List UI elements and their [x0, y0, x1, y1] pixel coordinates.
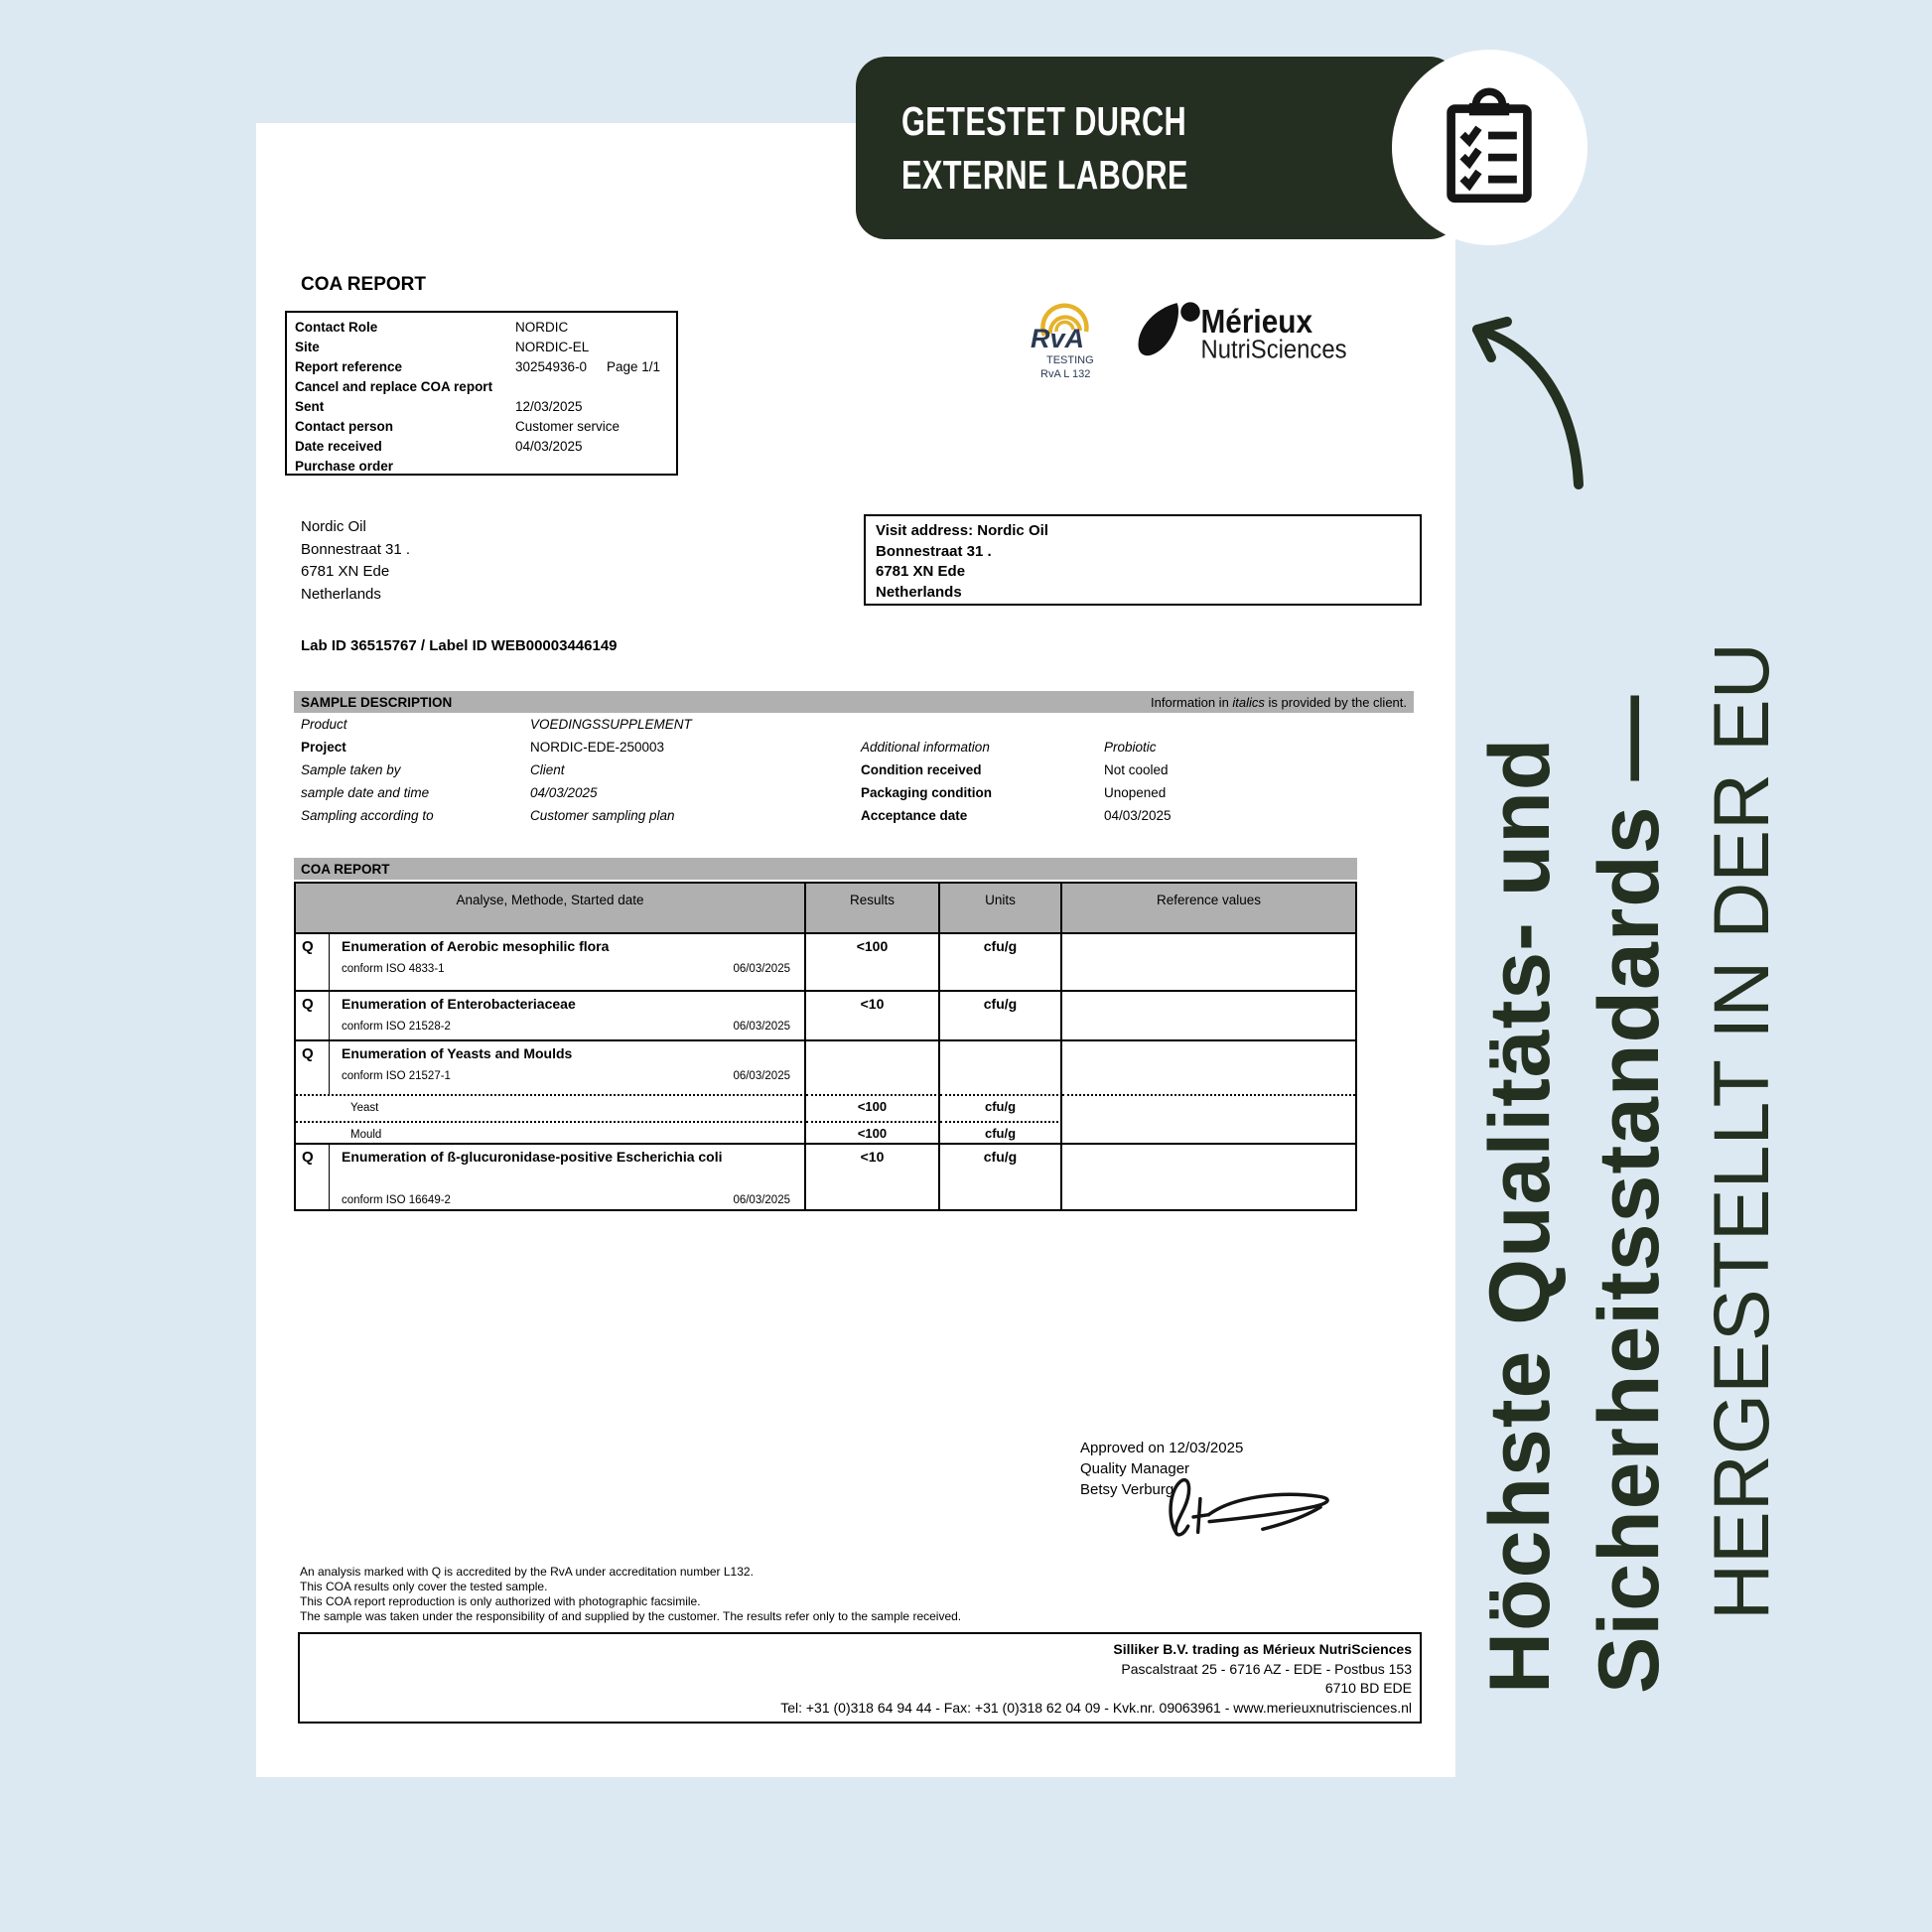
header-value: 12/03/2025 — [515, 399, 583, 414]
field-label: Project — [301, 740, 346, 755]
field-value: NORDIC-EDE-250003 — [530, 740, 665, 755]
field-value: Customer sampling plan — [530, 808, 675, 823]
coa-document-page — [256, 123, 1455, 1777]
sample-row — [294, 808, 1414, 831]
analysis-name: Enumeration of Aerobic mesophilic flora — [342, 938, 610, 954]
analysis-name: Enumeration of Enterobacteriaceae — [342, 996, 576, 1012]
merieux-swoosh-icon — [1139, 303, 1179, 355]
analysis-name: Enumeration of ß-glucuronidase-positive Escherichia coli — [342, 1149, 723, 1165]
subcomponent-name: Mould — [296, 1121, 806, 1143]
result-value: <100 — [806, 1121, 940, 1143]
unit-value — [940, 1041, 1062, 1094]
approval-date: Approved on 12/03/2025 — [1080, 1440, 1244, 1456]
rva-testing-label: TESTING — [1046, 354, 1094, 366]
header-label: Report reference — [295, 359, 403, 374]
header-row — [295, 397, 676, 417]
footnotes — [300, 1565, 961, 1624]
italics-note — [1151, 695, 1407, 710]
address-line: Netherlands — [301, 585, 381, 603]
page-indicator: Page 1/1 — [607, 359, 661, 374]
footnote-line: This COA report reproduction is only authorized with photographic facsimile. — [300, 1594, 701, 1608]
page-title: COA REPORT — [301, 274, 426, 295]
subcomponent-name: Yeast — [296, 1094, 806, 1121]
merieux-dot-icon — [1180, 302, 1200, 322]
rva-accreditation-logo — [1023, 290, 1106, 390]
unit-value: cfu/g — [940, 1145, 1062, 1209]
unit-value: cfu/g — [940, 1094, 1062, 1121]
field-label: Packaging condition — [861, 785, 993, 800]
header-row — [295, 417, 676, 437]
result-value: <100 — [806, 934, 940, 990]
header-row — [295, 457, 676, 477]
results-table — [294, 882, 1357, 1211]
header-row — [295, 338, 676, 357]
side-text-quality: Höchste Qualitäts- und — [1472, 737, 1568, 1694]
unit-value: cfu/g — [940, 934, 1062, 990]
field-value: Probiotic — [1104, 740, 1157, 755]
curved-arrow-icon — [1420, 268, 1618, 511]
visit-address-box — [864, 514, 1422, 606]
field-value: Not cooled — [1104, 762, 1169, 777]
sample-row — [294, 762, 1414, 785]
field-label: sample date and time — [301, 785, 430, 800]
table-row — [296, 934, 1355, 990]
visit-address-line: Visit address: Nordic Oil — [876, 522, 1048, 539]
reference-value — [1062, 1121, 1355, 1143]
reference-value — [1062, 1145, 1355, 1209]
note-suffix: is provided by the client. — [1264, 694, 1407, 710]
header-value — [515, 377, 607, 397]
accreditation-flag: Q — [296, 992, 330, 1039]
field-label: Acceptance date — [861, 808, 968, 823]
rva-mark: RvA — [1031, 324, 1085, 353]
header-row — [295, 357, 676, 377]
header-label: Contact person — [295, 419, 394, 434]
field-label: Sampling according to — [301, 808, 434, 823]
analysis-start-date: 06/03/2025 — [733, 1021, 790, 1033]
lab-company-name: Silliker B.V. trading as Mérieux NutriSciences — [1113, 1641, 1412, 1657]
lab-contact-line: Tel: +31 (0)318 64 94 44 - Fax: +31 (0)318 62 04 09 - Kvk.nr. 09063961 - www.merieuxnutrisciences.nl — [780, 1699, 1412, 1716]
table-subrow — [296, 1094, 1355, 1121]
column-header-reference: Reference values — [1156, 893, 1262, 907]
result-value: <100 — [806, 1094, 940, 1121]
footnote-line: The sample was taken under the responsibility of and supplied by the customer. The results refer only to the sample received. — [300, 1609, 962, 1623]
field-value — [1104, 717, 1414, 740]
badge-line: EXTERNE LABORE — [901, 152, 1188, 198]
analysis-method: conform ISO 21528-2 — [342, 1021, 451, 1033]
accreditation-flag: Q — [296, 934, 330, 990]
reference-value — [1062, 992, 1355, 1039]
sample-description-header-bar — [294, 691, 1414, 713]
header-value: NORDIC — [515, 320, 569, 335]
result-value — [806, 1041, 940, 1094]
sample-row — [294, 740, 1414, 762]
header-value: 04/03/2025 — [515, 439, 583, 454]
header-value: 30254936-0 — [515, 359, 588, 374]
column-header-units: Units — [940, 884, 1062, 932]
field-value: Unopened — [1104, 785, 1167, 800]
result-value: <10 — [806, 1145, 940, 1209]
analysis-method: conform ISO 4833-1 — [342, 963, 445, 975]
footnote-line: An analysis marked with Q is accredited by the RvA under accreditation number L132. — [300, 1565, 754, 1579]
note-prefix: Information in — [1151, 694, 1233, 710]
lab-footer-box — [298, 1632, 1422, 1724]
field-value: 04/03/2025 — [1104, 808, 1172, 823]
reference-value — [1062, 1094, 1355, 1121]
reference-value — [1062, 934, 1355, 990]
analysis-method: conform ISO 16649-2 — [342, 1194, 451, 1206]
analysis-name: Enumeration of Yeasts and Moulds — [342, 1045, 573, 1061]
lab-address-line: 6710 BD EDE — [1324, 1680, 1412, 1696]
result-value: <10 — [806, 992, 940, 1039]
analysis-start-date: 06/03/2025 — [733, 1070, 790, 1082]
footnote-line: This COA results only cover the tested sample. — [300, 1580, 548, 1593]
sample-description-title: SAMPLE DESCRIPTION — [301, 694, 453, 710]
field-label: Condition received — [861, 762, 982, 777]
visit-address-line: Bonnestraat 31 . — [876, 542, 992, 560]
header-label: Date received — [295, 439, 382, 454]
rva-accreditation-number: RvA L 132 — [1040, 368, 1091, 380]
field-label: Sample taken by — [301, 762, 401, 777]
sample-row — [294, 717, 1414, 740]
coa-report-section-bar: COA REPORT — [294, 858, 1357, 880]
merieux-wordmark: Mérieux — [1200, 303, 1313, 341]
side-text-safety-standards: Sicherheitsstandards — — [1582, 694, 1677, 1694]
header-row — [295, 437, 676, 457]
header-value — [515, 457, 607, 477]
unit-value: cfu/g — [940, 992, 1062, 1039]
reference-value — [1062, 1041, 1355, 1094]
header-value: NORDIC-EL — [515, 340, 590, 354]
badge-text — [856, 94, 1221, 202]
field-value: VOEDINGSSUPPLEMENT — [530, 717, 692, 732]
merieux-nutrisciences-logo — [1128, 300, 1351, 368]
header-row — [295, 318, 676, 338]
approver-role: Quality Manager — [1080, 1460, 1190, 1477]
client-address — [301, 516, 410, 606]
table-row — [296, 1143, 1355, 1209]
accreditation-flag: Q — [296, 1145, 330, 1209]
visit-address-line: 6781 XN Ede — [876, 563, 966, 580]
header-label: Contact Role — [295, 320, 378, 335]
lab-id-line: Lab ID 36515767 / Label ID WEB00003446149 — [301, 637, 618, 654]
address-line: Nordic Oil — [301, 518, 366, 535]
nutrisciences-wordmark: NutriSciences — [1200, 336, 1347, 363]
header-row — [295, 377, 676, 397]
side-text-made-in-eu: HERGESTELLT IN DER EU — [1697, 642, 1785, 1620]
note-italic-word: italics — [1232, 694, 1265, 710]
report-header-box — [285, 311, 678, 476]
tested-by-external-labs-badge — [856, 57, 1459, 239]
header-label: Site — [295, 340, 320, 354]
header-label: Sent — [295, 399, 325, 414]
lab-address-line: Pascalstraat 25 - 6716 AZ - EDE - Postbus 153 — [1121, 1660, 1412, 1677]
signature — [1150, 1471, 1348, 1545]
field-label: Product — [301, 717, 347, 732]
clipboard-checklist-icon — [1442, 87, 1537, 207]
table-header-row — [296, 884, 1355, 934]
visit-address-line: Netherlands — [876, 583, 962, 601]
accreditation-flag: Q — [296, 1041, 330, 1094]
table-row — [296, 1039, 1355, 1094]
sample-description-grid — [294, 717, 1414, 831]
badge-icon-circle — [1392, 50, 1587, 245]
header-label: Cancel and replace COA report — [295, 379, 493, 394]
header-value: Customer service — [515, 419, 621, 434]
sample-row — [294, 785, 1414, 808]
approver-name: Betsy Verburg — [1080, 1481, 1174, 1498]
unit-value: cfu/g — [940, 1121, 1062, 1143]
field-label — [861, 717, 1104, 740]
column-header-analyse: Analyse, Methode, Started date — [296, 884, 806, 932]
address-line: Bonnestraat 31 . — [301, 540, 411, 558]
table-subrow — [296, 1121, 1355, 1143]
field-label: Additional information — [861, 740, 990, 755]
column-header-results: Results — [806, 884, 940, 932]
analysis-start-date: 06/03/2025 — [733, 1194, 790, 1206]
field-value: Client — [530, 762, 565, 777]
badge-line: GETESTET DURCH — [901, 98, 1187, 144]
analysis-method: conform ISO 21527-1 — [342, 1070, 451, 1082]
field-value: 04/03/2025 — [530, 785, 598, 800]
analysis-start-date: 06/03/2025 — [733, 963, 790, 975]
address-line: 6781 XN Ede — [301, 563, 390, 580]
header-label: Purchase order — [295, 459, 394, 474]
table-row — [296, 990, 1355, 1039]
